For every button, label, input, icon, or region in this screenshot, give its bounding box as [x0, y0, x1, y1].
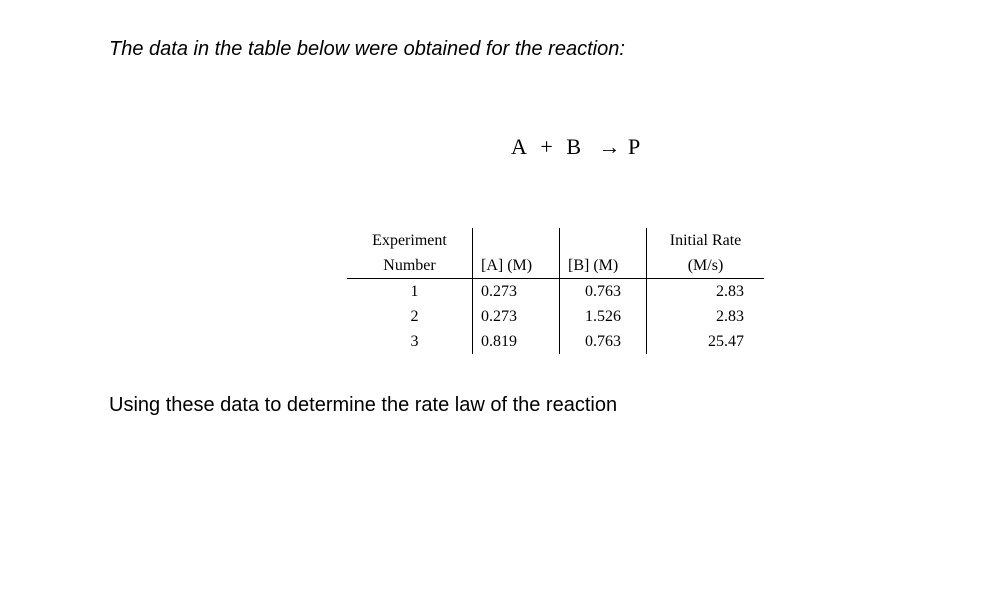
cell-a: 0.819 — [473, 329, 560, 354]
table-row — [347, 279, 764, 305]
table-header-row-1 — [347, 228, 764, 253]
table-header-row-2 — [347, 253, 764, 279]
header-experiment-line2: Number — [347, 253, 473, 279]
header-b: [B] (M) — [560, 253, 647, 279]
cell-rate: 2.83 — [647, 304, 765, 329]
table-row — [347, 329, 764, 354]
rate-data-table — [347, 228, 764, 354]
cell-experiment: 2 — [410, 308, 419, 325]
product-p: P — [628, 134, 641, 159]
cell-experiment: 1 — [410, 283, 419, 300]
cell-b: 0.763 — [560, 279, 647, 305]
table-row — [347, 304, 764, 329]
question-text: Using these data to determine the rate law of the reaction — [109, 394, 618, 416]
cell-b: 0.763 — [560, 329, 647, 354]
reaction-equation — [511, 134, 640, 160]
reactant-b: B — [566, 134, 581, 159]
cell-experiment: 3 — [410, 333, 419, 350]
plus-sign: + — [540, 134, 553, 159]
header-rate-line1: Initial Rate — [647, 228, 765, 253]
cell-b: 1.526 — [560, 304, 647, 329]
reaction-arrow: → — [598, 134, 621, 159]
header-a: [A] (M) — [473, 253, 560, 279]
cell-rate: 2.83 — [647, 279, 765, 305]
cell-a: 0.273 — [473, 279, 560, 305]
header-experiment-line1: Experiment — [372, 232, 447, 249]
intro-text: The data in the table below were obtained for the reaction: — [109, 38, 625, 60]
reactant-a: A — [511, 134, 527, 159]
header-rate-line2: (M/s) — [647, 253, 765, 279]
header-a-blank — [473, 228, 560, 253]
header-b-blank — [560, 228, 647, 253]
cell-rate: 25.47 — [647, 329, 765, 354]
cell-a: 0.273 — [473, 304, 560, 329]
